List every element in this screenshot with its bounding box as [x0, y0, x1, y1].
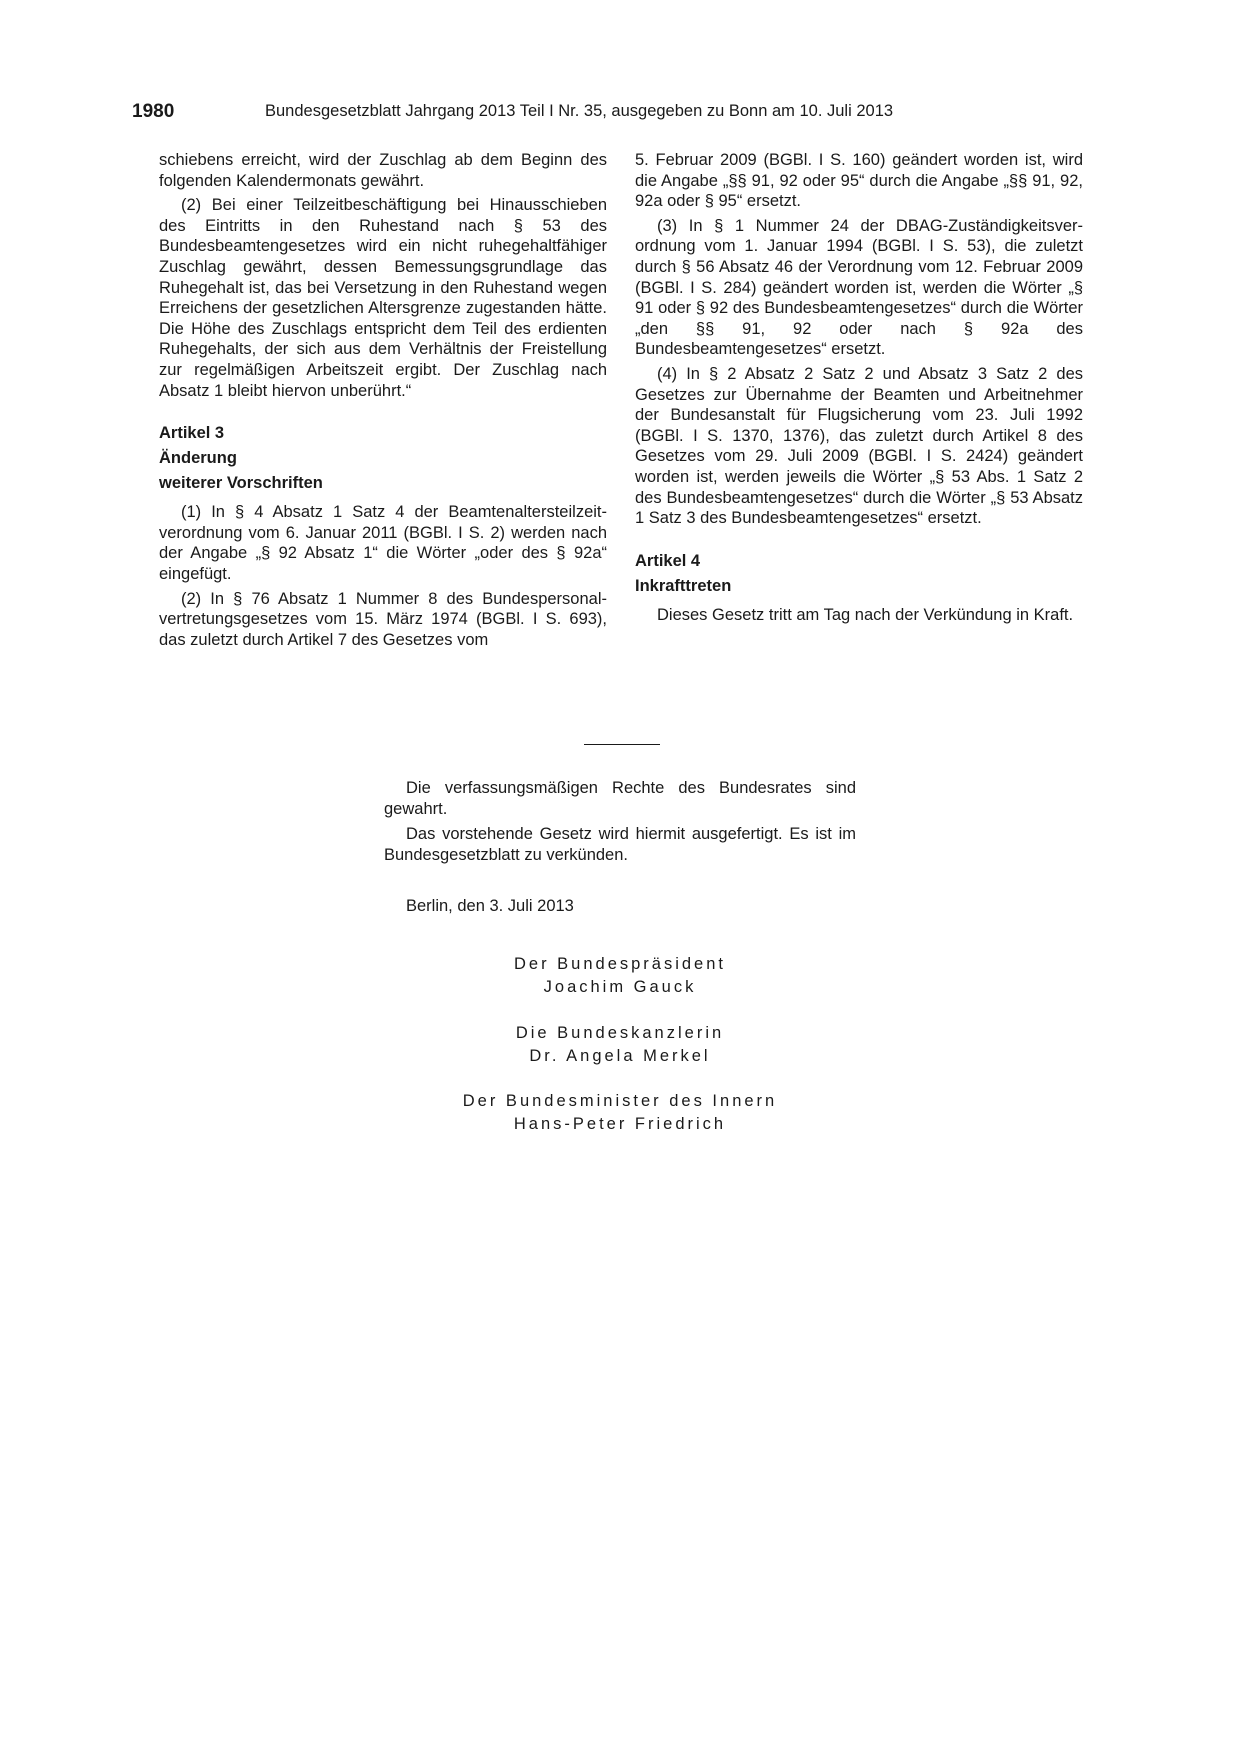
paragraph: Das vorstehende Gesetz wird hiermit ausgefertigt. Es ist im Bundesgesetzblatt zu verkünden.	[384, 825, 856, 864]
paragraph: Die verfassungsmäßigen Rechte des Bundesrates sind gewahrt.	[384, 779, 856, 818]
paragraph: (4) In § 2 Absatz 2 Satz 2 und Absatz 3 Satz 2 des Gesetzes zur Übernahme der Beamten und Arbeitnehmer der Bundesanstalt für Flugsicherung vom 23. Juli 1992 (BGBl. I S. 1370, 1376), das zuletzt durch Artikel 8 des Gesetzes vom 29. Juli 2009 (BGBl. I S. 2424) geändert worden ist, werden jeweils die Wörter „§ 53 Abs. 1 Satz 2 des Bundesbeamtengesetzes“ durch die Wörter „§ 53 Absatz 1 Satz 3 des Bundesbeamtengesetzes“ ersetzt.	[635, 364, 1083, 528]
article-3-heading	[159, 423, 607, 494]
page-header	[0, 101, 1241, 127]
page-number: 1980	[132, 101, 175, 122]
closing-formula	[384, 778, 856, 921]
article-number: Artikel 4	[635, 551, 701, 570]
section-divider	[584, 744, 660, 745]
running-title: Bundesgesetzblatt Jahrgang 2013 Teil I Nr. 35, ausgegeben zu Bonn am 10. Juli 2013	[265, 102, 894, 120]
article-4-heading	[635, 551, 1083, 597]
paragraph: (3) In § 1 Nummer 24 der DBAG-Zuständigkeitsverordnung vom 1. Januar 1994 (BGBl. I S. 53), die zuletzt durch § 56 Absatz 46 der Verordnung vom 12. Februar 2009 (BGBl. I S. 284) geändert worden ist, werden die Wörter „§ 91 oder § 92 des Bundesbeamtengesetzes“ durch die Wörter „den §§ 91, 92 oder nach § 92a des Bundesbeamtengesetzes“ ersetzt.	[635, 216, 1083, 359]
signatory-name: Hans-Peter Friedrich	[513, 1115, 727, 1133]
signatory-title: Der Bundespräsident	[513, 955, 726, 973]
paragraph: (1) In § 4 Absatz 1 Satz 4 der Beamtenaltersteilzeitverordnung vom 6. Januar 2011 (BGBl. I S. 2) werden nach der Angabe „§ 92 Absatz 1“ die Wörter „oder des § 92a“ eingefügt.	[159, 503, 607, 583]
signatory-name: Joachim Gauck	[543, 978, 697, 996]
article-number: Artikel 3	[159, 424, 225, 443]
signature-block	[380, 1022, 860, 1068]
signatory-title: Der Bundesminister des Innern	[462, 1092, 778, 1110]
paragraph: (2) Bei einer Teilzeitbeschäftigung bei Hinausschieben des Eintritts in den Ruhestand nach § 53 des Bundesbeamtengesetzes wird ein nicht ruhegehaltfähiger Zuschlag gewährt, dessen Bemessungsgrundlage das Ruhegehalt ist, das bei Versetzung in den Ruhestand wegen Erreichens der gesetzlichen Altersgrenze zugestanden hätte. Die Höhe des Zuschlags entspricht dem Teil des erdienten Ruhegehalts, der sich aus dem Verhältnis der Freistellung zur regelmäßigen Arbeitszeit ergibt. Der Zuschlag nach Absatz 1 bleibt hiervon unberührt.“	[159, 196, 607, 400]
article-title: Inkrafttreten	[635, 576, 732, 595]
article-title: Änderung	[159, 449, 237, 468]
signature-block	[380, 953, 860, 999]
signature-block	[380, 1090, 860, 1136]
signatory-name: Dr. Angela Merkel	[529, 1047, 711, 1065]
paragraph: schiebens erreicht, wird der Zuschlag ab dem Beginn des folgenden Kalendermonats gewährt.	[159, 151, 607, 190]
paragraph: Dieses Gesetz tritt am Tag nach der Verkündung in Kraft.	[657, 605, 1074, 624]
place-date: Berlin, den 3. Juli 2013	[406, 897, 574, 915]
paragraph: 5. Februar 2009 (BGBl. I S. 160) geändert worden ist, wird die Angabe „§§ 91, 92 oder 95“ durch die Angabe „§§ 91, 92, 92a oder § 95“ ersetzt.	[635, 151, 1083, 211]
left-column	[159, 150, 607, 654]
right-column	[635, 150, 1083, 629]
signatory-title: Die Bundeskanzlerin	[515, 1024, 725, 1042]
article-title: weiterer Vorschriften	[159, 474, 323, 493]
paragraph: (2) In § 76 Absatz 1 Nummer 8 des Bundespersonalvertretungsgesetzes vom 15. März 1974 (BGBl. I S. 693), das zuletzt durch Artikel 7 des Gesetzes vom	[159, 589, 607, 649]
